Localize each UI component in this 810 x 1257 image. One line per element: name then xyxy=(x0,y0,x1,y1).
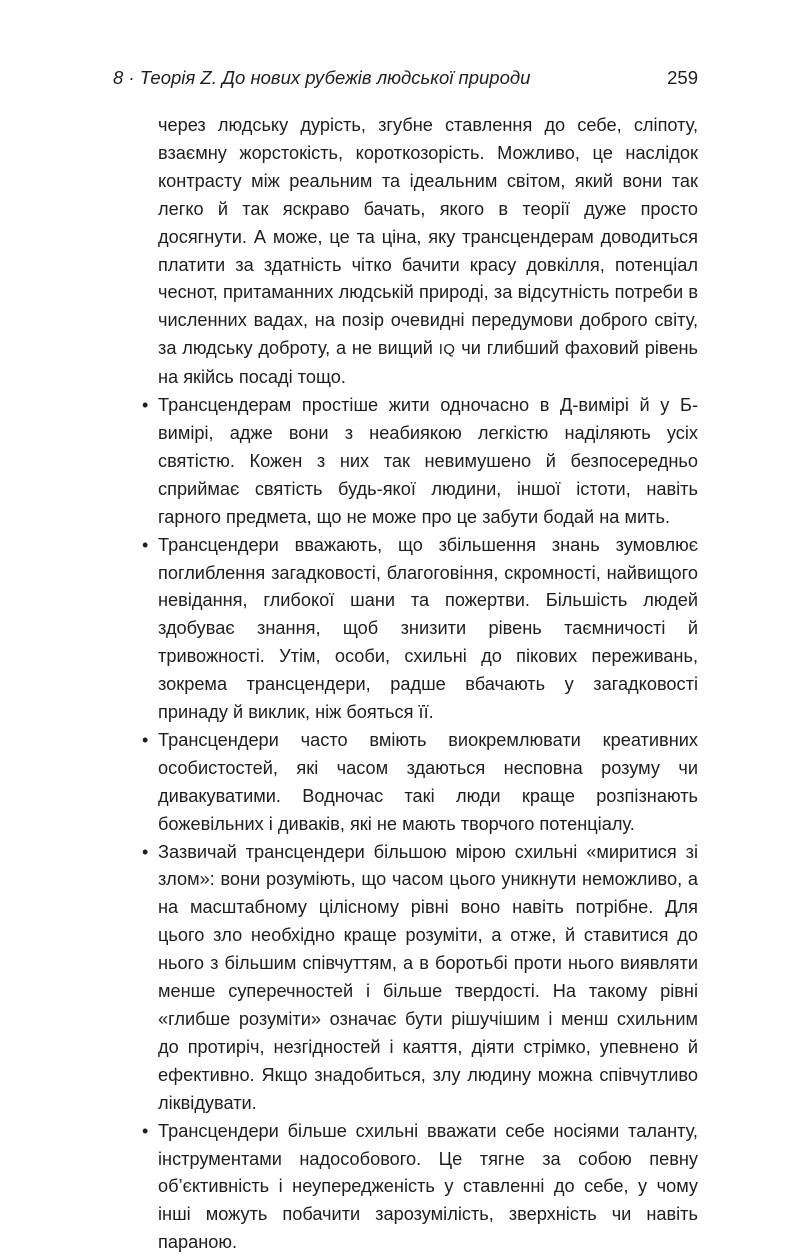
list-item xyxy=(113,532,698,727)
list-item-text: Трансцендери часто вміють виокремлювати креативних особистостей, які часом здаються несповна розуму чи дивакуватими. Водночас такі люди краще розпізнають божевільних і диваків, які не мають творчого потенціалу. xyxy=(158,729,698,834)
running-header xyxy=(113,63,698,93)
intro-text-part-1: через людську дурість, згубне ставлення до себе, сліпоту, взаємну жорстокість, короткозорість. Можливо, це наслідок контрасту між реальним та ідеальним світом, який вони так легко й так яскраво бачать, якого в теорії дуже просто досягнути. А може, це та ціна, яку трансцендерам доводиться платити за здатність чітко бачити красу довкілля, потенціал чеснот, притаманних людській природі, за відсутність потреби в численних вадах, на позір очевидні передумови доброго світу, за людську доброту, а не вищий xyxy=(158,115,698,359)
bullet-icon: • xyxy=(142,841,149,862)
list-item-text: Трансцендери вважають, що збільшення знань зумовлює поглиблення загадковості, благоговіння, скромності, найвищого невідання, глибокої шани та пожертви. Більшість людей здобуває знання, щоб знизити рівень таємничості й тривожності. Утім, особи, схильні до пікових переживань, зокрема трансцендери, радше вбачають у загадковості принаду й виклик, ніж бояться її. xyxy=(158,534,698,723)
bullet-icon: • xyxy=(142,395,149,416)
list-item xyxy=(113,839,698,1118)
list-item xyxy=(113,727,698,839)
list-item xyxy=(113,1118,698,1257)
bullet-icon: • xyxy=(142,729,149,750)
page-body xyxy=(113,112,698,1257)
intro-text-part-2: чи глибший фаховий рівень на якійсь посаді тощо. xyxy=(158,338,698,388)
intro-paragraph xyxy=(113,112,698,392)
bullet-list xyxy=(113,392,698,1257)
list-item-text: Трансцендери більше схильні вважати себе носіями таланту, інструментами надособового. Це тягне за собою певну об’єктивність і неупередженість у ставленні до себе, у чому інші можуть побачити зарозумілість, зверхність чи навіть параною. xyxy=(158,1120,698,1253)
iq-abbreviation: IQ xyxy=(438,341,456,359)
list-item xyxy=(113,392,698,532)
bullet-icon: • xyxy=(142,534,149,555)
list-item-text: Зазвичай трансцендери більшою мірою схильні «миритися зі злом»: вони розуміють, що часом цього уникнути неможливо, а на масштабному цілісному рівні воно навіть потрібне. Для цього зло необхідно краще розуміти, а отже, й ставитися до нього з більшим співчуттям, а в боротьбі проти нього виявляти менше суперечностей і більше твердості. На такому рівні «глибше розуміти» означає бути рішучішим і менш схильним до протиріч, незгідностей і каяття, діяти стрімко, упевнено й ефективно. Якщо знадобиться, злу людину можна співчутливо ліквідувати. xyxy=(158,841,698,1113)
chapter-title: 8 · Теорія Z. До нових рубежів людської природи xyxy=(113,67,531,88)
bullet-icon: • xyxy=(142,1120,149,1141)
list-item-text: Трансцендерам простіше жити одночасно в Д-вимірі й у Б-вимірі, адже вони з неабиякою легкістю наділяють усіх святістю. Кожен з них так невимушено й безпосередньо сприймає святість будь-якої людини, іншої істоти, навіть гарного предмета, що не може про це забути бодай на мить. xyxy=(158,395,698,527)
page-number: 259 xyxy=(667,67,698,88)
